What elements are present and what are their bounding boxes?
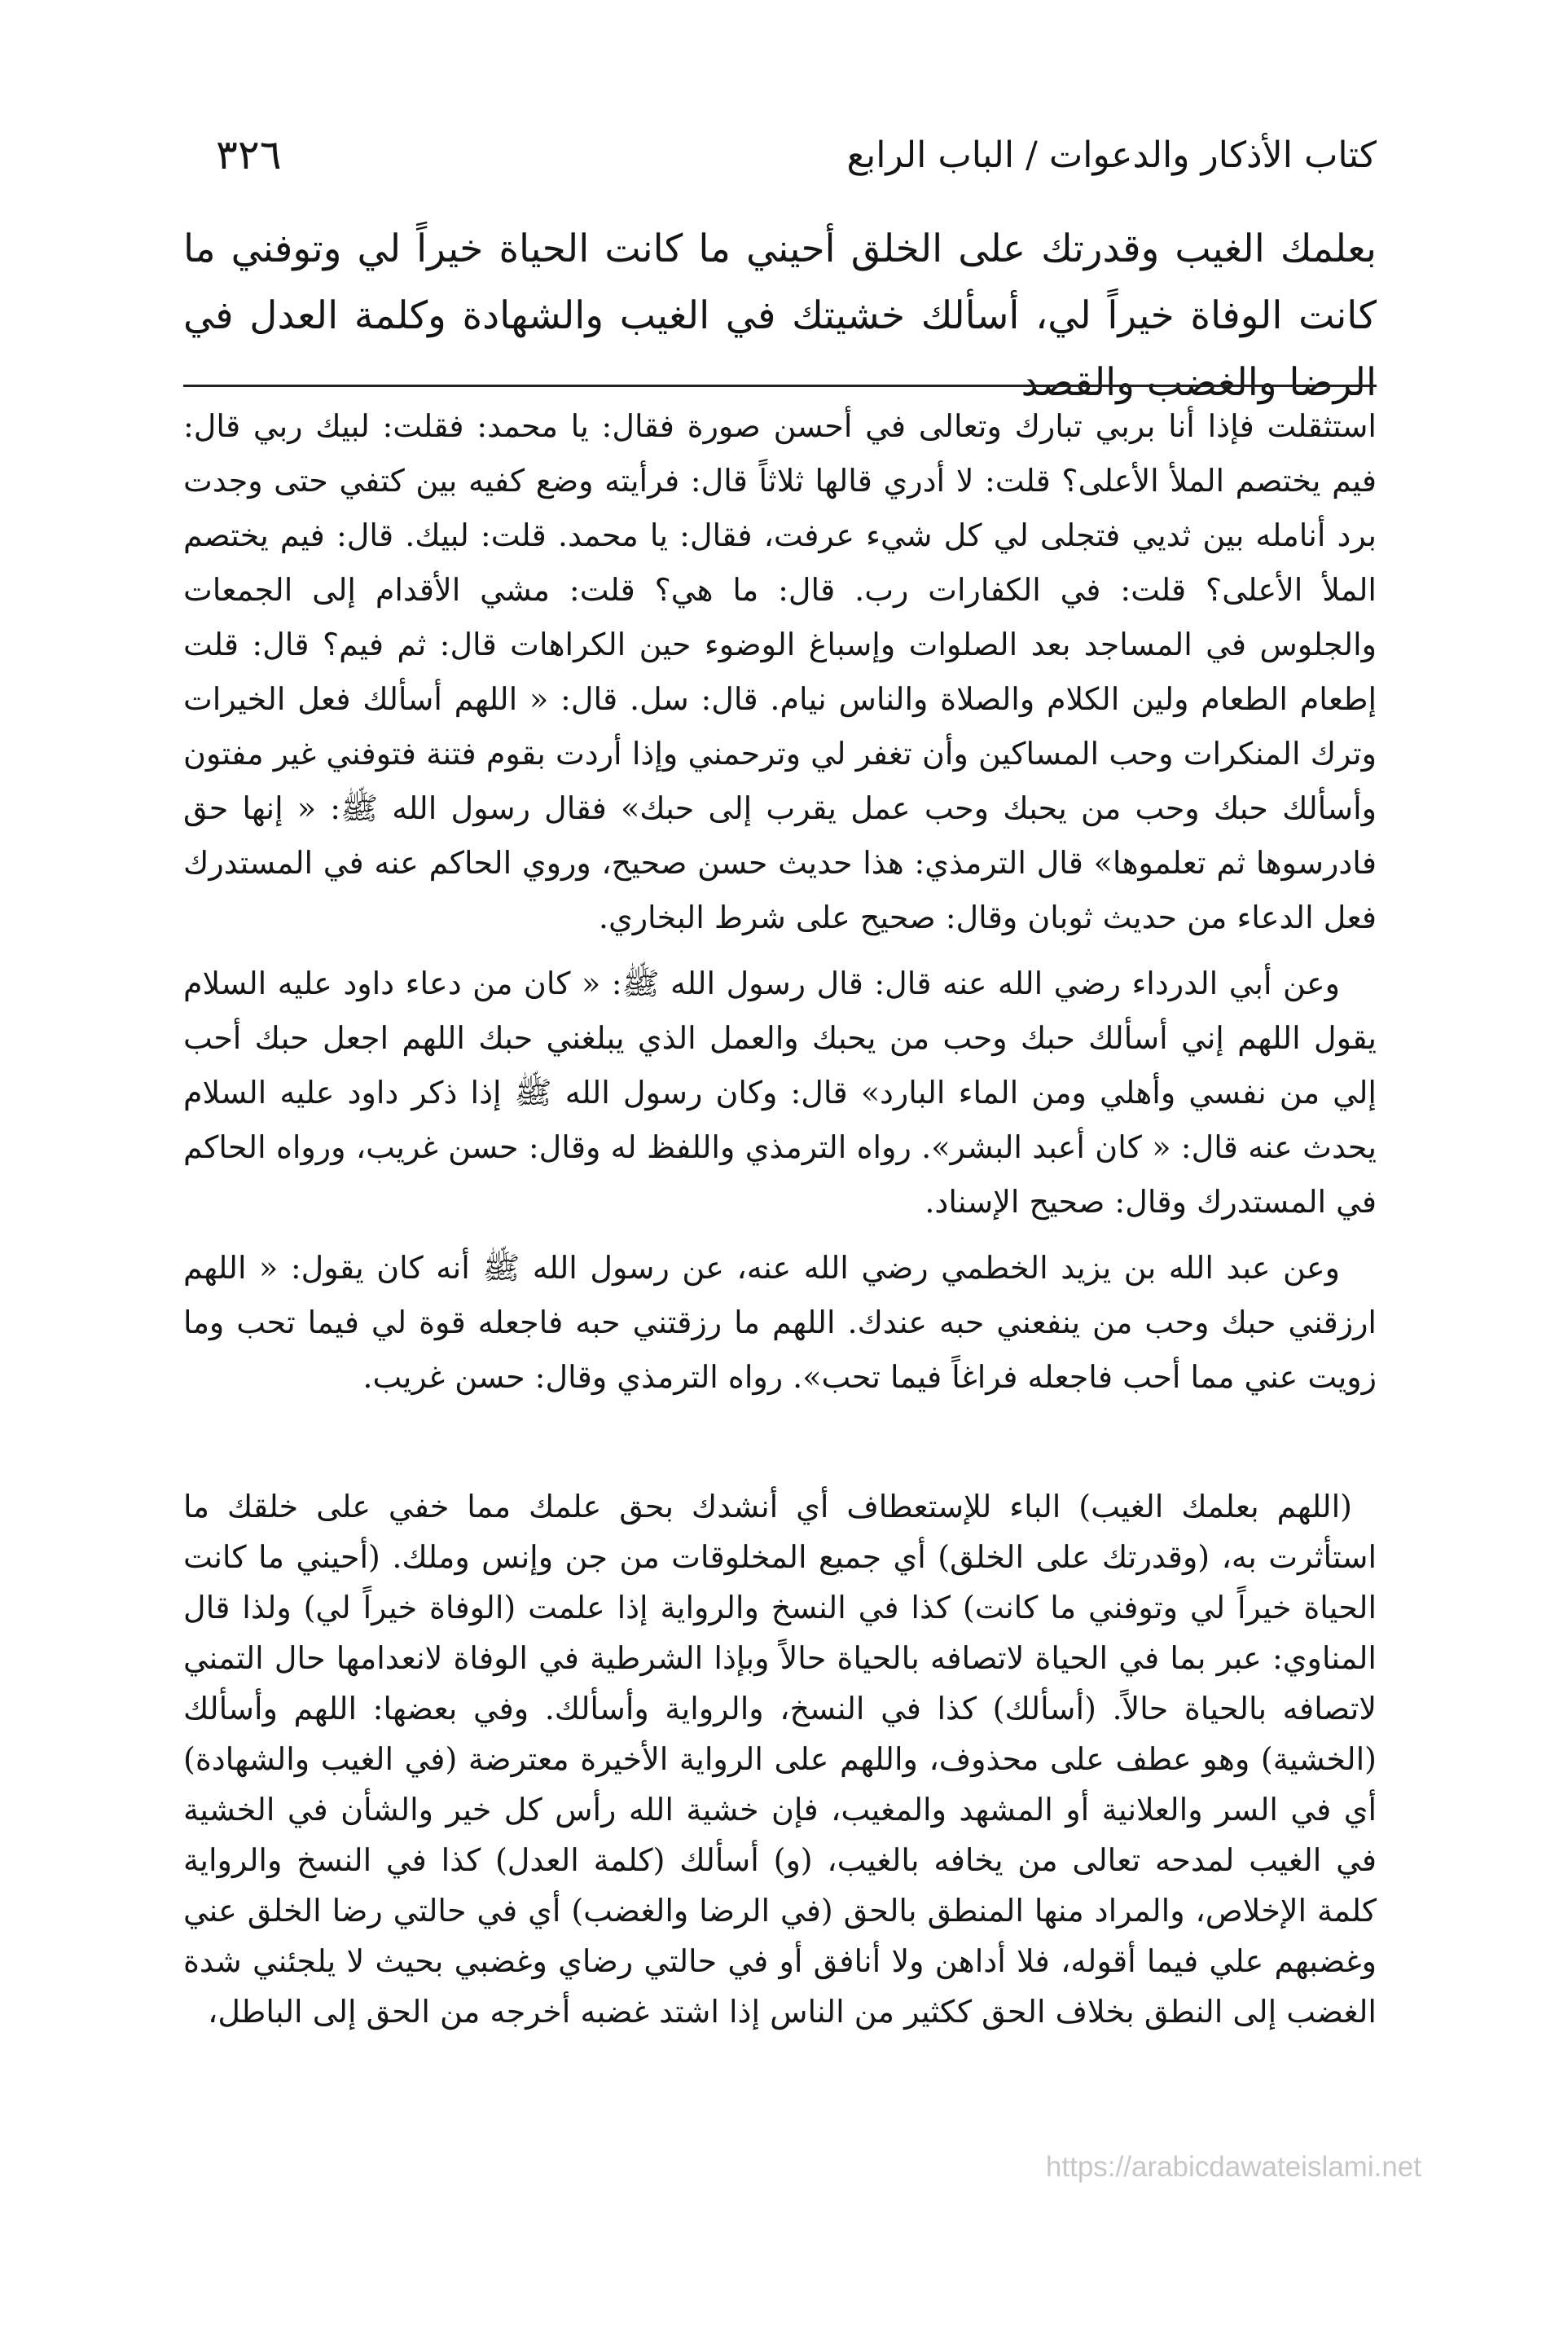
watermark-url: https://arabicdawateislami.net <box>1045 2151 1421 2183</box>
footnote-paragraph: وعن أبي الدرداء رضي الله عنه قال: قال رسول الله ﷺ: « كان من دعاء داود عليه السلام يقول اللهم إني أسألك حبك وحب من يحبك والعمل الذي يبلغني حبك اللهم اجعل حبك أحب إلي من نفسي وأهلي ومن الماء البارد» قال: وكان رسول الله ﷺ إذا ذكر داود عليه السلام يحدث عنه قال: « كان أعبد البشر». رواه الترمذي واللفظ له وقال: حسن غريب، ورواه الحاكم في المستدرك وقال: صحيح الإسناد. <box>183 966 1377 1220</box>
footnote-paragraph: استثقلت فإذا أنا بربي تبارك وتعالى في أحسن صورة فقال: يا محمد: فقلت: لبيك ربي قال: فيم يختصم الملأ الأعلى؟ قلت: لا أدري قالها ثلاثاً قال: فرأيته وضع كفيه بين كتفي حتى وجدت برد أنامله بين ثديي فتجلى لي كل شيء عرفت، فقال: يا محمد. قلت: لبيك. قال: فيم يختصم الملأ الأعلى؟ قلت: في الكفارات رب. قال: ما هي؟ قلت: مشي الأقدام إلى الجمعات والجلوس في المساجد بعد الصلوات وإسباغ الوضوء حين الكراهات قال: ثم فيم؟ قال: قلت إطعام الطعام ولين الكلام والصلاة والناس نيام. قال: سل. قال: « اللهم أسألك فعل الخيرات وترك المنكرات وحب المساكين وأن تغفر لي وترحمني وإذا أردت بقوم فتنة فتوفني غير مفتون وأسألك حبك وحب من يحبك وحب عمل يقرب إلى حبك» فقال رسول الله ﷺ: « إنها حق فادرسوها ثم تعلموها» قال الترمذي: هذا حديث حسن صحيح، وروي الحاكم عنه في المستدرك فعل الدعاء من حديث ثوبان وقال: صحيح على شرط البخاري. <box>183 408 1377 935</box>
commentary <box>183 1481 1377 2037</box>
page-header <box>216 122 1377 187</box>
footnotes <box>183 399 1377 1405</box>
footnote-paragraph: وعن عبد الله بن يزيد الخطمي رضي الله عنه، عن رسول الله ﷺ أنه كان يقول: « اللهم ارزقني حبك وحب من ينفعني حبه عندك. اللهم ما رزقتني حبه فاجعله قوة لي فيما تحب وما زويت عني مما أحب فاجعله فراغاً فيما تحب». رواه الترمذي وقال: حسن غريب. <box>183 1250 1377 1395</box>
page-number: ٣٢٦ <box>216 131 282 178</box>
footnote-divider <box>183 385 1377 387</box>
main-text: بعلمك الغيب وقدرتك على الخلق أحيني ما كانت الحياة خيراً لي وتوفني ما كانت الوفاة خيراً لي، أسألك خشيتك في الغيب والشهادة وكلمة العدل في الرضا والغضب والقصد <box>183 227 1377 405</box>
commentary-paragraph: (اللهم بعلمك الغيب) الباء للإستعطاف أي أنشدك بحق علمك مما خفي على خلقك ما استأثرت به، (وقدرتك على الخلق) أي جميع المخلوقات من جن وإنس وملك. (أحيني ما كانت الحياة خيراً لي وتوفني ما كانت) كذا في النسخ والرواية إذا علمت (الوفاة خيراً لي) ولذا قال المناوي: عبر بما في الحياة لاتصافه بالحياة حالاً وبإذا الشرطية في الوفاة لانعدامها حال التمني لاتصافه بالحياة حالاً. (أسألك) كذا في النسخ، والرواية وأسألك. وفي بعضها: اللهم وأسألك (الخشية) وهو عطف على محذوف، واللهم على الرواية الأخيرة معترضة (في الغيب والشهادة) أي في السر والعلانية أو المشهد والمغيب، فإن خشية الله رأس كل خير والشأن في الخشية في الغيب لمدحه تعالى من يخافه بالغيب، (و) أسألك (كلمة العدل) كذا في النسخ والرواية كلمة الإخلاص، والمراد منها المنطق بالحق (في الرضا والغضب) أي في حالتي رضا الخلق عني وغضبهم علي فيما أقوله، فلا أداهن ولا أنافق أو في حالتي رضاي وغضبي بحيث لا يلجئني شدة الغضب إلى النطق بخلاف الحق ككثير من الناس إذا اشتد غضبه أخرجه من الحق إلى الباطل، <box>183 1489 1377 2030</box>
running-title: كتاب الأذكار والدعوات / الباب الرابع <box>846 134 1377 176</box>
